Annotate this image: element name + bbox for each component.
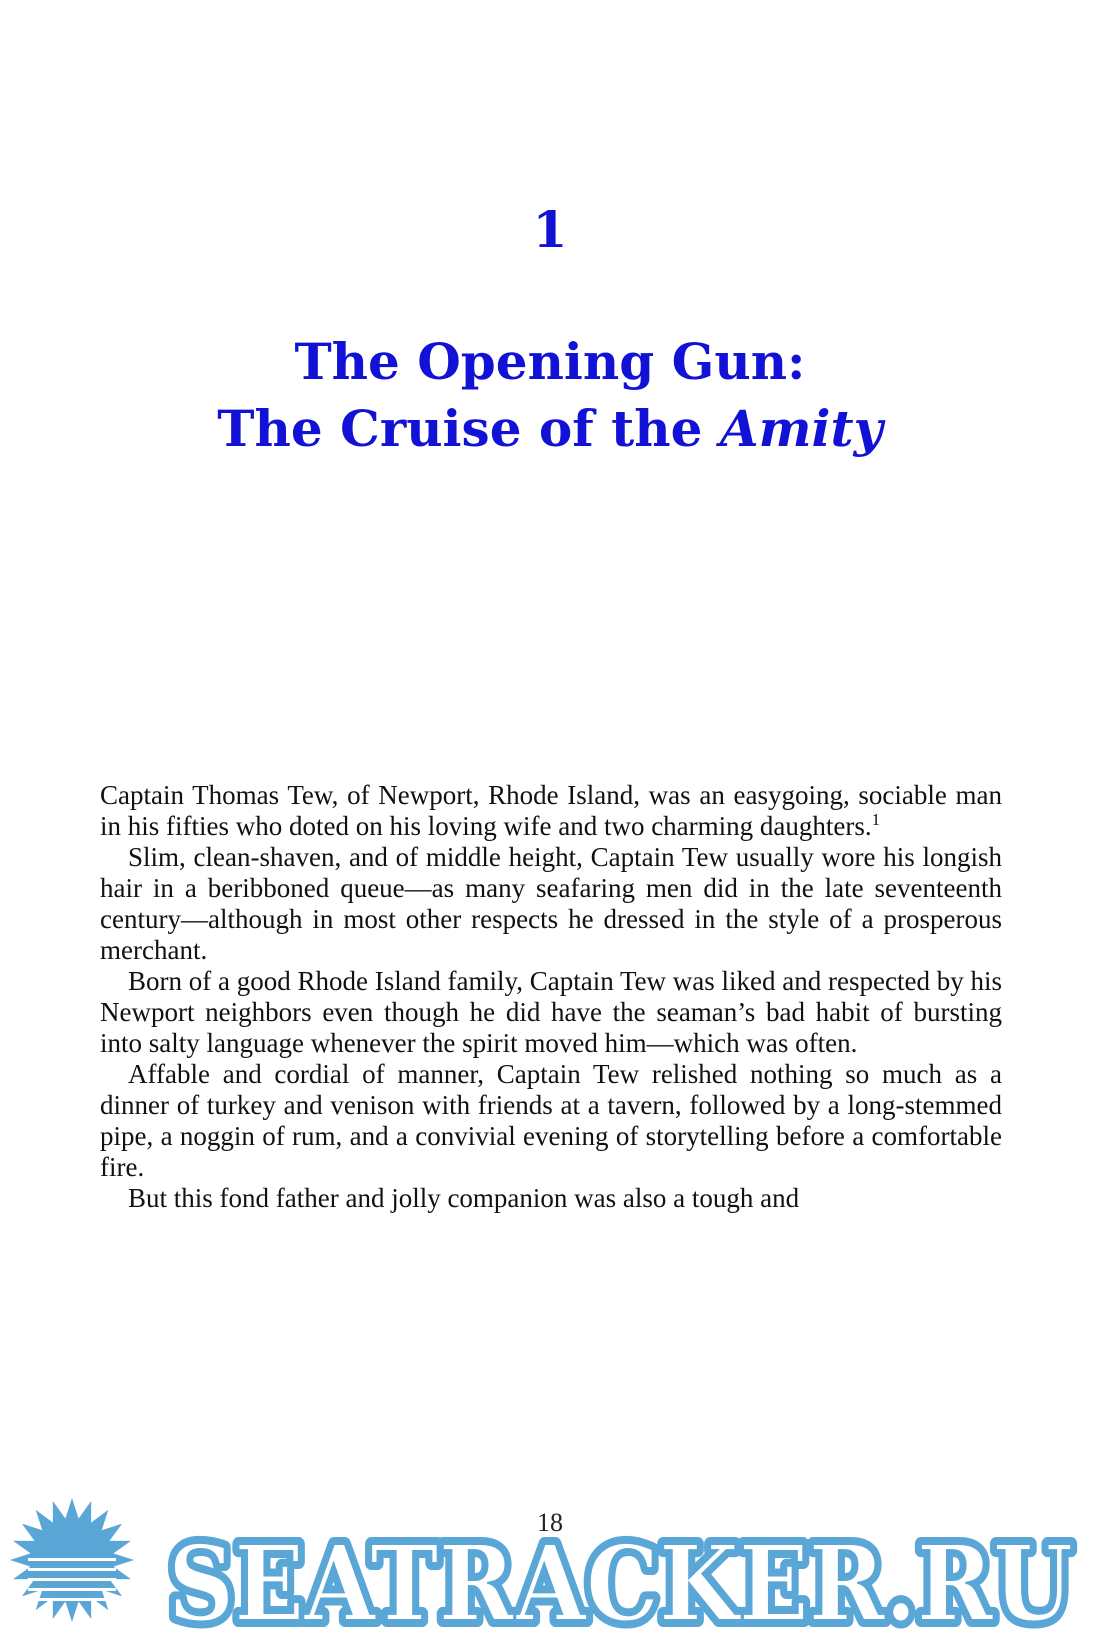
chapter-number: 1 xyxy=(532,200,568,259)
chapter-title-line-2 xyxy=(217,399,882,458)
chapter-title-line-2-prefix: The Cruise of the xyxy=(217,399,720,458)
body-paragraph-4: Affable and cordial of manner, Captain Tew relished nothing so much as a dinner of turkey and venison with friends at a tavern, followed by a long-stemmed pipe, a noggin of rum, and a convivial evening of storytelling before a comfortable fire. xyxy=(100,1059,1002,1182)
body-paragraph-3: Born of a good Rhode Island family, Captain Tew was liked and respected by his Newport neighbors even though he did have the seaman’s bad habit of bursting into salty language whenever the spirit moved him—which was often. xyxy=(100,966,1002,1058)
page-number: 18 xyxy=(537,1508,563,1537)
chapter-title xyxy=(0,328,1100,462)
body-paragraph-1 xyxy=(100,780,1002,842)
body-paragraph-2: Slim, clean-shaven, and of middle height, Captain Tew usually wore his longish hair in a beribboned queue—as many seafaring men did in the late seventeenth century—although in most other respects he dressed in the style of a prosperous merchant. xyxy=(100,842,1002,965)
paragraph-1-text: Captain Thomas Tew, of Newport, Rhode Island, was an easygoing, sociable man in his fifties who doted on his loving wife and two charming daughters. xyxy=(100,780,1002,841)
watermark-text-inner-line: SEATRACKER.RU xyxy=(168,1522,1073,1638)
footnote-reference: 1 xyxy=(871,810,881,829)
ship-name-italic: Amity xyxy=(719,399,883,458)
chapter-title-line-1: The Opening Gun: xyxy=(294,332,806,391)
chapter-body xyxy=(100,780,1002,1214)
watermark-text: SEATRACKER.RU xyxy=(168,1522,1073,1638)
body-paragraph-5: But this fond father and jolly companion was also a tough and xyxy=(128,1183,800,1213)
